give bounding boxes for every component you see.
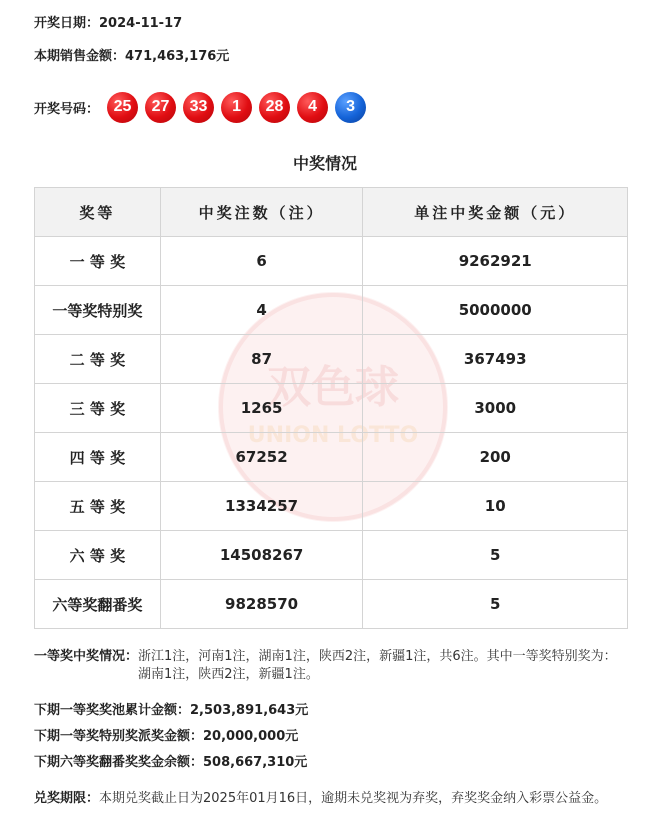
red-ball: 4 [297, 92, 328, 123]
sales-value: 471,463,176元 [125, 49, 230, 64]
blue-ball: 3 [335, 92, 366, 123]
winner-count: 9828570 [160, 580, 363, 629]
winner-count: 1334257 [160, 482, 363, 531]
first-prize-label: 一等奖中奖情况： [34, 649, 139, 664]
winner-count: 4 [160, 286, 363, 335]
prize-amount: 9262921 [363, 237, 628, 286]
prize-amount: 3000 [363, 384, 628, 433]
table-row [35, 286, 628, 335]
table-header-row [35, 188, 628, 237]
first-prize-text: 浙江1注，河南1注，湖南1注，陕西2注，新疆1注，共6注。其中一等奖特别奖为：湖南1注，陕西2注，新疆1注。 [138, 649, 617, 682]
prize-tier: 一等奖特别奖 [35, 286, 161, 335]
deadline-text: 本期兑奖截止日为2025年01月16日，逾期未兑奖视为弃奖，弃奖奖金纳入彩票公益金。 [99, 791, 608, 806]
winner-count: 67252 [160, 433, 363, 482]
red-ball: 25 [107, 92, 138, 123]
col-header-prize-amount: 单注中奖金额（元） [363, 188, 628, 237]
winner-count: 6 [160, 237, 363, 286]
col-header-winner-count: 中奖注数（注） [160, 188, 363, 237]
prize-amount: 200 [363, 433, 628, 482]
watermark-text-top: 双色球 [267, 362, 399, 413]
table-row [35, 531, 628, 580]
red-ball: 28 [259, 92, 290, 123]
first-prize-details [34, 648, 628, 684]
prize-amount: 5 [363, 580, 628, 629]
prize-amount: 367493 [363, 335, 628, 384]
prize-tier: 六 等 奖 [35, 531, 161, 580]
winner-count: 87 [160, 335, 363, 384]
sales-amount [34, 45, 229, 64]
winning-numbers-label: 开奖号码： [34, 101, 100, 117]
prize-tier: 二 等 奖 [35, 335, 161, 384]
table-row [35, 237, 628, 286]
table-title: 中奖情况 [292, 154, 357, 173]
sixth-prize-bonus-balance: 下期六等奖翻番奖奖金余额：508,667,310元 [34, 755, 308, 770]
red-ball: 27 [145, 92, 176, 123]
prize-table [34, 187, 628, 629]
prize-tier: 三 等 奖 [35, 384, 161, 433]
red-ball: 1 [221, 92, 252, 123]
winning-numbers [34, 91, 373, 123]
col-header-prize-tier: 奖等 [35, 188, 161, 237]
draw-date-label: 开奖日期： [34, 16, 100, 31]
prize-tier: 六等奖翻番奖 [35, 580, 161, 629]
sales-label: 本期销售金额： [34, 49, 126, 64]
winner-count: 1265 [160, 384, 363, 433]
table-row [35, 335, 628, 384]
prize-amount: 5000000 [363, 286, 628, 335]
table-row [35, 384, 628, 433]
table-row [35, 433, 628, 482]
watermark-text-bottom: UNION LOTTO [247, 423, 419, 448]
red-ball: 33 [183, 92, 214, 123]
special-prize-next: 下期一等奖特别奖派奖金额：20,000,000元 [34, 729, 299, 744]
jackpot-pool: 下期一等奖奖池累计金额：2,503,891,643元 [34, 703, 309, 718]
winner-count: 14508267 [160, 531, 363, 580]
prize-amount: 5 [363, 531, 628, 580]
table-row [35, 580, 628, 629]
table-row [35, 482, 628, 531]
draw-date [34, 12, 182, 31]
prize-tier: 五 等 奖 [35, 482, 161, 531]
claim-deadline [34, 790, 628, 808]
draw-date-value: 2024-11-17 [99, 16, 183, 31]
prize-tier: 一 等 奖 [35, 237, 161, 286]
deadline-label: 兑奖期限： [34, 791, 100, 806]
prize-amount: 10 [363, 482, 628, 531]
prize-tier: 四 等 奖 [35, 433, 161, 482]
